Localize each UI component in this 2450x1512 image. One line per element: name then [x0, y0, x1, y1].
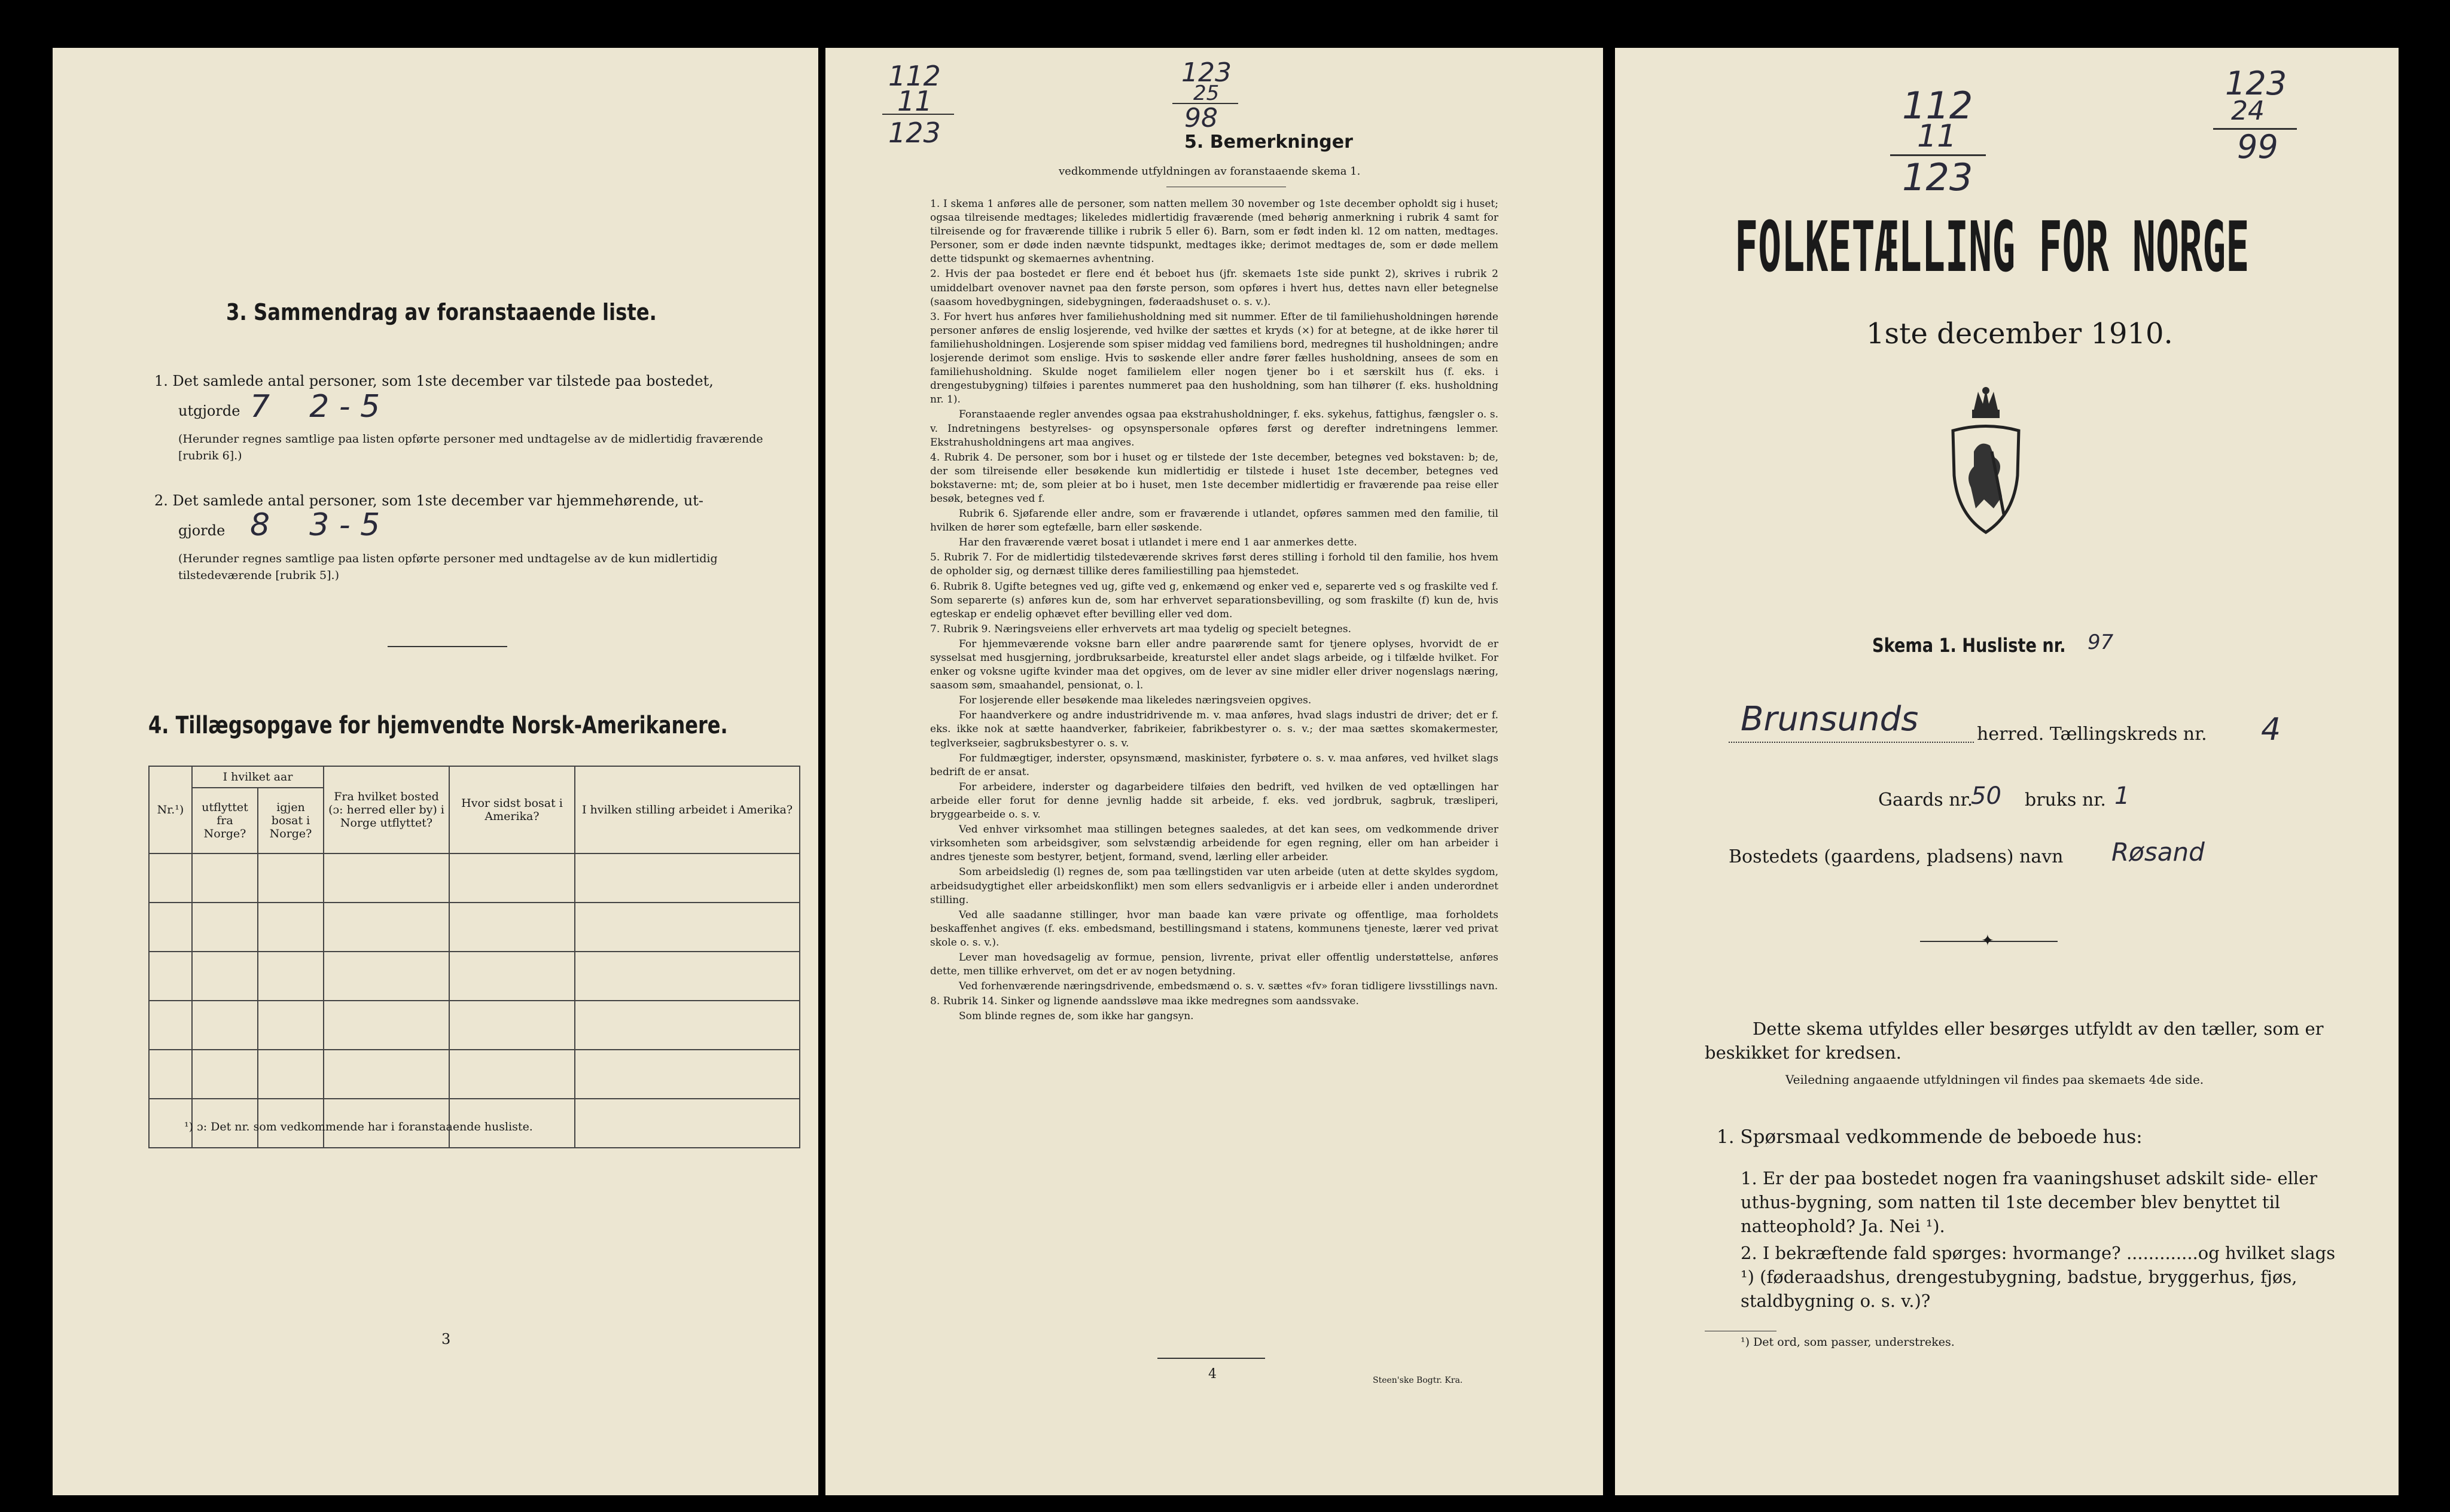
section4-title: 4. Tillægsopgave for hjemvendte Norsk-Amerikanere.: [148, 712, 728, 739]
remark-paragraph: Foranstaaende regler anvendes ogsaa paa ekstrahusholdninger, f. eks. sykehus, fattighus, fængsler o. s. v. Indretningens bestyrelses- og opsynspersonale opføres først og derefter indretningens lemmer. Ekstrahusholdningens art maa angives.: [930, 409, 1498, 449]
item1-note: (Herunder regnes samtlige paa listen opførte personer med undtagelse av de midlertidig fraværende [rubrik 6].): [178, 432, 763, 462]
remarks-subtitle: vedkommende utfyldningen av foranstaaende skema 1.: [1059, 165, 1361, 178]
gaards-hand: 50: [1971, 782, 2001, 810]
bottom-rule: [1157, 1358, 1265, 1359]
col-job: I hvilken stilling arbeidet i Amerika?: [575, 766, 800, 853]
remarks-body: [930, 197, 1498, 1025]
remark-paragraph: 4. Rubrik 4. De personer, som bor i huset og er tilstede der 1ste december, betegnes ved bokstaven: b; de, der som tilreisende eller besøkende kun midlertidig er tilstede i huset 1ste december, betegnes ved bokstaverne: mt; de, som pleier at bo i huset, men 1ste december midlertidig er fraværende paa reise eller besøk, betegnes ved f.: [930, 451, 1498, 505]
page-number: 3: [441, 1331, 451, 1348]
bosted-label: Bostedets (gaardens, pladsens) navn: [1729, 846, 2064, 867]
hand-right-bottom: 98: [1184, 103, 1218, 133]
gaards-label: Gaards nr.: [1878, 789, 1973, 810]
hand-right-top: 123: [1181, 57, 1232, 88]
krets-hand: 4: [2261, 712, 2281, 748]
remark-paragraph: 5. Rubrik 7. For de midlertidig tilstedeværende skrives først deres stilling i forhold til den familie, hos hvem de opholder sig, og dernæst tillike deres familiestilling paa hjemstedet.: [930, 551, 1498, 578]
ornament-icon: ✦: [1981, 932, 1994, 950]
item1-label: utgjorde: [178, 403, 240, 419]
item1-text: 1. Det samlede antal personer, som 1ste december var tilstede paa bostedet,: [154, 373, 714, 389]
hand-left-top: 112: [1902, 84, 1973, 127]
col-emig: utflyttet fra Norge?: [192, 788, 258, 853]
col-where: Hvor sidst bosat i Amerika?: [449, 766, 575, 853]
question-1: 1. Er der paa bostedet nogen fra vaaningshuset adskilt side- eller uthus-bygning, som natten til 1ste december blev benyttet til natteophold? Ja. Nei ¹).: [1741, 1168, 2318, 1236]
remark-paragraph: For hjemmeværende voksne barn eller andre paarørende samt for tjenere oplyses, hvorvidt de er sysselsat med husgjerning, jordbruksarbeide, kreaturstel eller andet slags arbeide, og i tilfælde hvilket. For enker og voksne ugifte kvinder maa det opgives, om de lever av sine midler eller driver nogenslags næring, saasom søm, smaahandel, pensionat, o. l.: [930, 638, 1498, 692]
remark-paragraph: Ved alle saadanne stillinger, hvor man baade kan være private og offentlige, maa forholdets beskaffenhet angives (f. eks. embedsmand, bestillingsmand i statens, kommunens tjeneste, lærer ved privat skole o. s. v.).: [930, 909, 1498, 949]
item2-handwritten: 8 3 - 5: [250, 507, 380, 543]
remark-paragraph: Rubrik 6. Sjøfarende eller andre, som er fraværende i utlandet, opføres sammen med den familie, til hvilken de hører som egtefælle, barn eller søskende.: [930, 508, 1498, 534]
intro-note: Veiledning angaaende utfyldningen vil findes paa skemaets 4de side.: [1785, 1072, 2204, 1087]
col-nr: Nr.¹): [149, 766, 192, 853]
hand-left-mid: 11: [1917, 118, 1957, 154]
census-title: FOLKETÆLLING FOR NORGE: [1735, 207, 2250, 288]
hand-left-top: 112: [888, 60, 941, 92]
remark-paragraph: 6. Rubrik 8. Ugifte betegnes ved ug, gifte ved g, enkemænd og enker ved e, separerte ved s og fraskilte ved f. Som separerte (s) anføres kun de, som har erhvervet separationsbevilling, og som fraskilte (f) kun de, hvis egteskap er endelig ophævet efter bevilling eller ved dom.: [930, 580, 1498, 620]
remark-paragraph: 1. I skema 1 anføres alle de personer, som natten mellem 30 november og 1ste december opholdt sig i huset; ogsaa tilreisende medtages; likeledes midlertidig fraværende (med behørig anmerkning i rubrik 4 samt for tilreisende og for fraværende tillike i rubrik 5 eller 6). Barn, som er født inden kl. 12 om natten, medtages. Personer, som er døde inden nævnte tidspunkt, medtages ikke; derimot medtages de, som er døde mellem dette tidspunkt og skemaernes avhentning.: [930, 198, 1498, 266]
col-ret: igjen bosat i Norge?: [258, 788, 324, 853]
hand-right-mid: 25: [1193, 81, 1220, 105]
hand-left-mid: 11: [897, 85, 933, 117]
hand-left-bottom: 123: [1902, 156, 1973, 199]
divider: [388, 646, 507, 647]
bosted-hand: Røsand: [2111, 837, 2205, 867]
norway-coat-of-arms-icon: [1947, 386, 2025, 538]
remark-paragraph: For losjerende eller besøkende maa likeledes næringsveien opgives.: [959, 694, 1312, 707]
remark-paragraph: Har den fraværende været bosat i utlandet i mere end 1 aar anmerkes dette.: [959, 536, 1357, 549]
remark-paragraph: Som blinde regnes de, som ikke har gangsyn.: [959, 1010, 1194, 1023]
footnote: ¹) ɔ: Det nr. som vedkommende har i foranstaaende husliste.: [184, 1120, 533, 1133]
page-middle: [825, 48, 1603, 1495]
remark-paragraph: 8. Rubrik 14. Sinker og lignende aandssløve maa ikke medregnes som aandssvake.: [930, 995, 1359, 1008]
remark-paragraph: Som arbeidsledig (l) regnes de, som paa tællingstiden var uten arbeide (uten at dette skyldes sygdom, arbeidsudygtighet eller arbeidskonflikt) men som ellers sedvanligvis er i arbeide eller i anden underordnet stilling.: [930, 866, 1498, 906]
bruks-hand: 1: [2114, 782, 2130, 810]
hand-left-bottom: 123: [888, 117, 941, 149]
hand-right-mid: 24: [2231, 96, 2265, 126]
herred-label: herred. Tællingskreds nr.: [1977, 724, 2207, 745]
item2-text: 2. Det samlede antal personer, som 1ste december var hjemmehørende, ut-: [154, 492, 703, 509]
page-number: 4: [1208, 1367, 1217, 1382]
skema-label: Skema 1. Husliste nr.: [1872, 634, 2066, 657]
page-left: [53, 48, 818, 1495]
census-date: 1ste december 1910.: [1866, 317, 2173, 350]
question-2: 2. I bekræftende fald spørges: hvormange? .............og hvilket slags ¹) (føderaadshus, drengestubygning, badstue, bryggerhus, fjøs, staldbygning o. s. v.)?: [1741, 1243, 2336, 1311]
skema-number-hand: 97: [2088, 630, 2114, 654]
herred-hand: Brunsunds: [1741, 700, 1919, 739]
remark-paragraph: 7. Rubrik 9. Næringsveiens eller erhvervets art maa tydelig og specielt betegnes.: [930, 623, 1351, 635]
remark-paragraph: Ved forhenværende næringsdrivende, embedsmænd o. s. v. sættes «fv» foran tidligere livsstillings navn.: [959, 980, 1498, 993]
bruks-label: bruks nr.: [2025, 789, 2106, 810]
hand-right-bottom: 99: [2237, 128, 2278, 166]
remark-paragraph: Ved enhver virksomhet maa stillingen betegnes saaledes, at det kan sees, om vedkommende driver virksomheten som arbeidsgiver, som selvstændig arbeidende for egen regning, eller om han arbeider i andres tjeneste som bestyrer, betjent, formand, svend, lærling eller arbeider.: [930, 824, 1498, 864]
norsk-amerikanere-table: [148, 766, 800, 1148]
item2-label: gjorde: [178, 522, 226, 539]
item1-handwritten: 7 2 - 5: [250, 389, 380, 425]
herred-line: [1729, 742, 1974, 743]
hand-left-line: [882, 114, 954, 115]
remarks-title: 5. Bemerkninger: [1184, 132, 1353, 153]
col-group: I hvilket aar: [192, 766, 324, 788]
footnote: ¹) Det ord, som passer, understrekes.: [1741, 1336, 1955, 1349]
remark-paragraph: Lever man hovedsagelig av formue, pension, livrente, privat eller offentlig understøttelse, anføres dette, men tillike erhvervet, om det er av nogen betydning.: [930, 951, 1498, 978]
hand-right-top: 123: [2225, 65, 2287, 102]
section3-title: 3. Sammendrag av foranstaaende liste.: [226, 299, 657, 325]
page-right: [1615, 48, 2399, 1495]
intro-text: Dette skema utfyldes eller besørges utfyldt av den tæller, som er beskikket for kredsen.: [1705, 1019, 2324, 1063]
remark-paragraph: 2. Hvis der paa bostedet er flere end ét beboet hus (jfr. skemaets 1ste side punkt 2), skrives i rubrik 2 umiddelbart ovenover navnet paa den første person, som opføres i hvert hus, dettes navn eller betegnelse (saasom hovedbygningen, sidebygningen, føderaadshuset o. s. v.).: [930, 268, 1498, 308]
remark-paragraph: For arbeidere, inderster og dagarbeidere tilføies den bedrift, ved hvilken de ved optællingen har arbeide eller forut for denne jevnlig hadde sit arbeide, f. eks. ved jordbruk, sagbruk, træsliperi, bryggearbeide o. s. v.: [930, 781, 1498, 821]
remark-paragraph: For fuldmægtiger, inderster, opsynsmænd, maskinister, fyrbøtere o. s. v. maa anføres, ved hvilket slags bedrift de er ansat.: [930, 752, 1498, 778]
remark-paragraph: 3. For hvert hus anføres hver familiehusholdning med sit nummer. Efter de til familiehusholdningen hørende personer anføres de enslig losjerende, ved hvilke der sættes et kryds (×) for at betegne, at de ikke hører til familiehusholdningen. Losjerende som spiser middag ved familiens bord, medregnes til husholdningen; andre losjerende derimot som enslige. Hvis to søskende eller andre fører fælles husholdning, ansees de som en familiehusholdning. Skulde noget familielem eller nogen tjener bo i et særskilt hus (f. eks. i drengestubygning) tilføies i parentes nummeret paa den husholdning, som han tilhører (f. eks. husholdning nr. 1).: [930, 310, 1498, 406]
questions-heading: 1. Spørsmaal vedkommende de beboede hus:: [1717, 1126, 2143, 1148]
col-from: Fra hvilket bosted (ɔ: herred eller by) i Norge utflyttet?: [324, 766, 449, 853]
remark-paragraph: For haandverkere og andre industridrivende m. v. maa anføres, hvad slags industri de driver; det er f. eks. ikke nok at sætte haandverker, fabrikeier, fabrikbestyrer o. s. v.; der maa sættes skomakermester, teglverkseier, sagbruksbestyrer o. s. v.: [930, 709, 1498, 749]
item2-note: (Herunder regnes samtlige paa listen opførte personer med undtagelse av de kun midlertidig tilstedeværende [rubrik 5].): [178, 552, 718, 582]
printer-mark: Steen'ske Bogtr. Kra.: [1373, 1376, 1463, 1385]
